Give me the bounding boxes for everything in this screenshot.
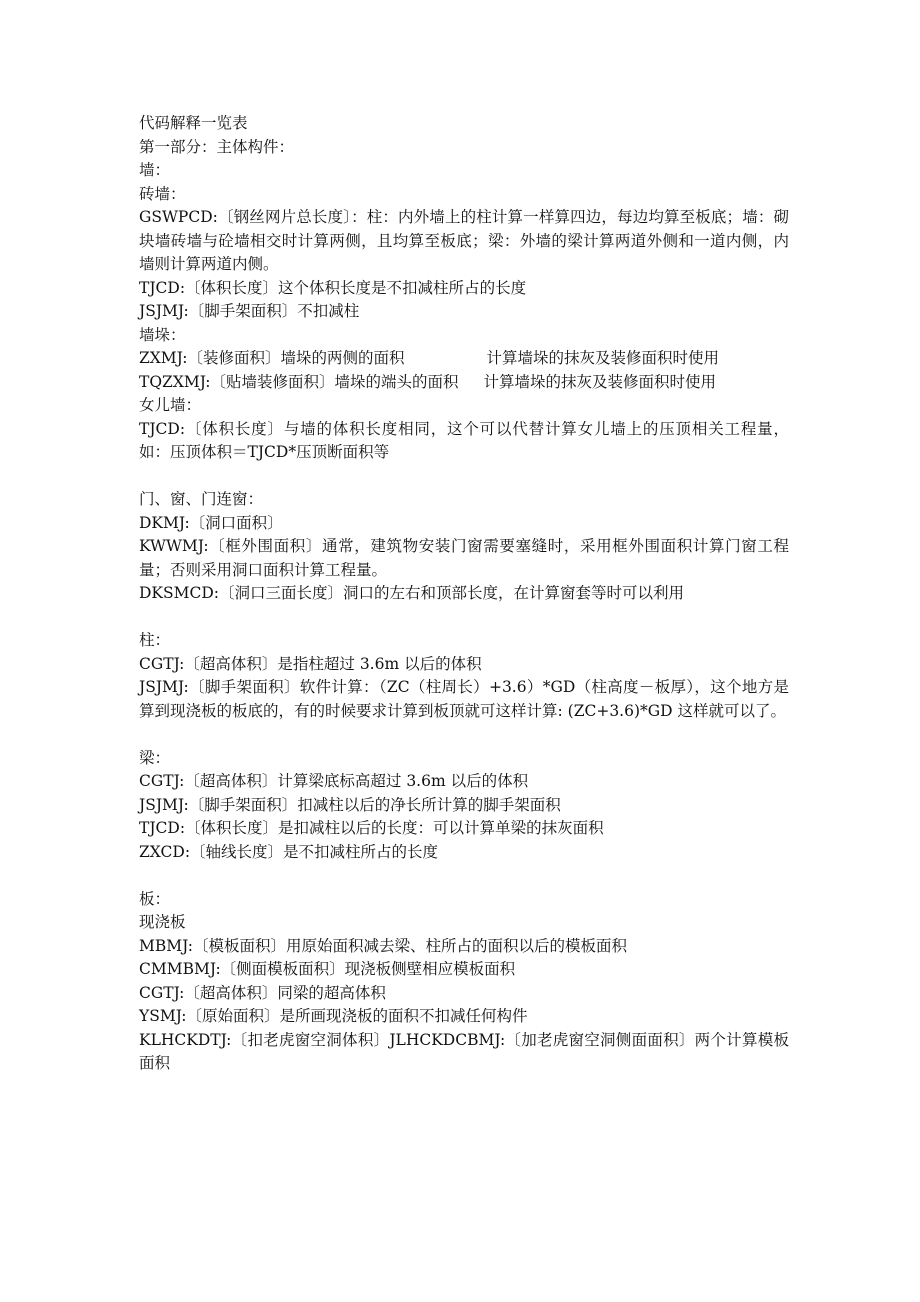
pier-zxmj-text: ZXMJ:〔装修面积〕墙垛的两侧的面积 bbox=[139, 349, 405, 367]
column-jsjmj-entry: JSJMJ:〔脚手架面积〕软件计算：（ZC（柱周长）+3.6）*GD（柱高度－板厚），这个地方是算到现浇板的板底的，有的时候要求计算到板顶就可这样计算: (ZC+3.6)*GD 这样就可以了。 bbox=[139, 678, 789, 720]
wall-pier-heading: 墙垛： bbox=[139, 325, 186, 344]
parapet-heading: 女儿墙： bbox=[139, 396, 202, 414]
column-cgtj-entry: CGTJ:〔超高体积〕是指柱超过 3.6m 以后的体积 bbox=[139, 654, 482, 673]
beam-heading: 梁： bbox=[139, 748, 171, 767]
door-kwwmj-entry: KWWMJ:〔框外围面积〕通常，建筑物安装门窗需要塞缝时，采用框外围面积计算门窗工程量；否则采用洞口面积计算工程量。 bbox=[139, 537, 789, 579]
document-title: 代码解释一览表 bbox=[139, 114, 248, 132]
slab-klhckdtj-entry: KLHCKDTJ:〔扣老虎窗空洞体积〕JLHCKDCBMJ:〔加老虎窗空洞侧面面积〕两个计算模板面积 bbox=[139, 1030, 789, 1072]
slab-cmmbmj-entry: CMMBMJ:〔侧面模板面积〕现浇板侧壁相应模板面积 bbox=[139, 960, 516, 978]
slab-heading: 板： bbox=[139, 889, 171, 908]
cast-slab-heading: 现浇板 bbox=[139, 913, 186, 931]
beam-zxcd-entry: ZXCD:〔轴线长度〕是不扣减柱所占的长度 bbox=[139, 842, 439, 861]
pier-zxmj-entry bbox=[139, 347, 789, 371]
wall-tjcd-entry: TJCD:〔体积长度〕这个体积长度是不扣减柱所占的长度 bbox=[139, 278, 527, 297]
wall-gswpcd-entry: GSWPCD:〔钢丝网片总长度〕：柱：内外墙上的柱计算一样算四边，每边均算至板底；墙：砌块墙砖墙与砼墙相交时计算两侧，且均算至板底；梁：外墙的梁计算两道外侧和一道内侧，内墙则计算两道内侧。 bbox=[139, 208, 789, 273]
beam-tjcd-entry: TJCD:〔体积长度〕是扣减柱以后的长度：可以计算单梁的抹灰面积 bbox=[139, 819, 604, 837]
door-dksmcd-entry: DKSMCD:〔洞口三面长度〕洞口的左右和顶部长度，在计算窗套等时可以利用 bbox=[139, 584, 685, 602]
brick-wall-heading: 砖墙： bbox=[139, 184, 186, 203]
slab-mbmj-entry: MBMJ:〔模板面积〕用原始面积减去梁、柱所占的面积以后的模板面积 bbox=[139, 936, 627, 955]
pier-tqzxmj-entry bbox=[139, 371, 789, 395]
beam-cgtj-entry: CGTJ:〔超高体积〕计算梁底标高超过 3.6m 以后的体积 bbox=[139, 772, 529, 790]
door-dkmj-entry: DKMJ:〔洞口面积〕 bbox=[139, 513, 283, 532]
column-heading: 柱： bbox=[139, 631, 171, 649]
slab-cgtj-entry: CGTJ:〔超高体积〕同梁的超高体积 bbox=[139, 983, 386, 1002]
document-page bbox=[139, 112, 789, 1076]
pier-zxmj-usage: 计算墙垛的抹灰及装修面积时使用 bbox=[486, 349, 719, 367]
pier-tqzxmj-usage: 计算墙垛的抹灰及装修面积时使用 bbox=[483, 372, 717, 391]
parapet-tjcd-entry: TJCD:〔体积长度〕与墙的体积长度相同，这个可以代替计算女儿墙上的压顶相关工程量，如：压顶体积＝TJCD*压顶断面积等 bbox=[139, 419, 789, 461]
wall-heading: 墙： bbox=[139, 161, 171, 179]
beam-jsjmj-entry: JSJMJ:〔脚手架面积〕扣减柱以后的净长所计算的脚手架面积 bbox=[139, 795, 561, 814]
slab-ysmj-entry: YSMJ:〔原始面积〕是所画现浇板的面积不扣减任何构件 bbox=[139, 1007, 528, 1025]
door-window-heading: 门、窗、门连窗： bbox=[139, 490, 264, 508]
wall-jsjmj-entry: JSJMJ:〔脚手架面积〕不扣减柱 bbox=[139, 302, 360, 320]
pier-tqzxmj-text: TQZXMJ:〔贴墙装修面积〕墙垛的端头的面积 bbox=[139, 372, 459, 391]
part1-heading: 第一部分：主体构件： bbox=[139, 137, 295, 156]
